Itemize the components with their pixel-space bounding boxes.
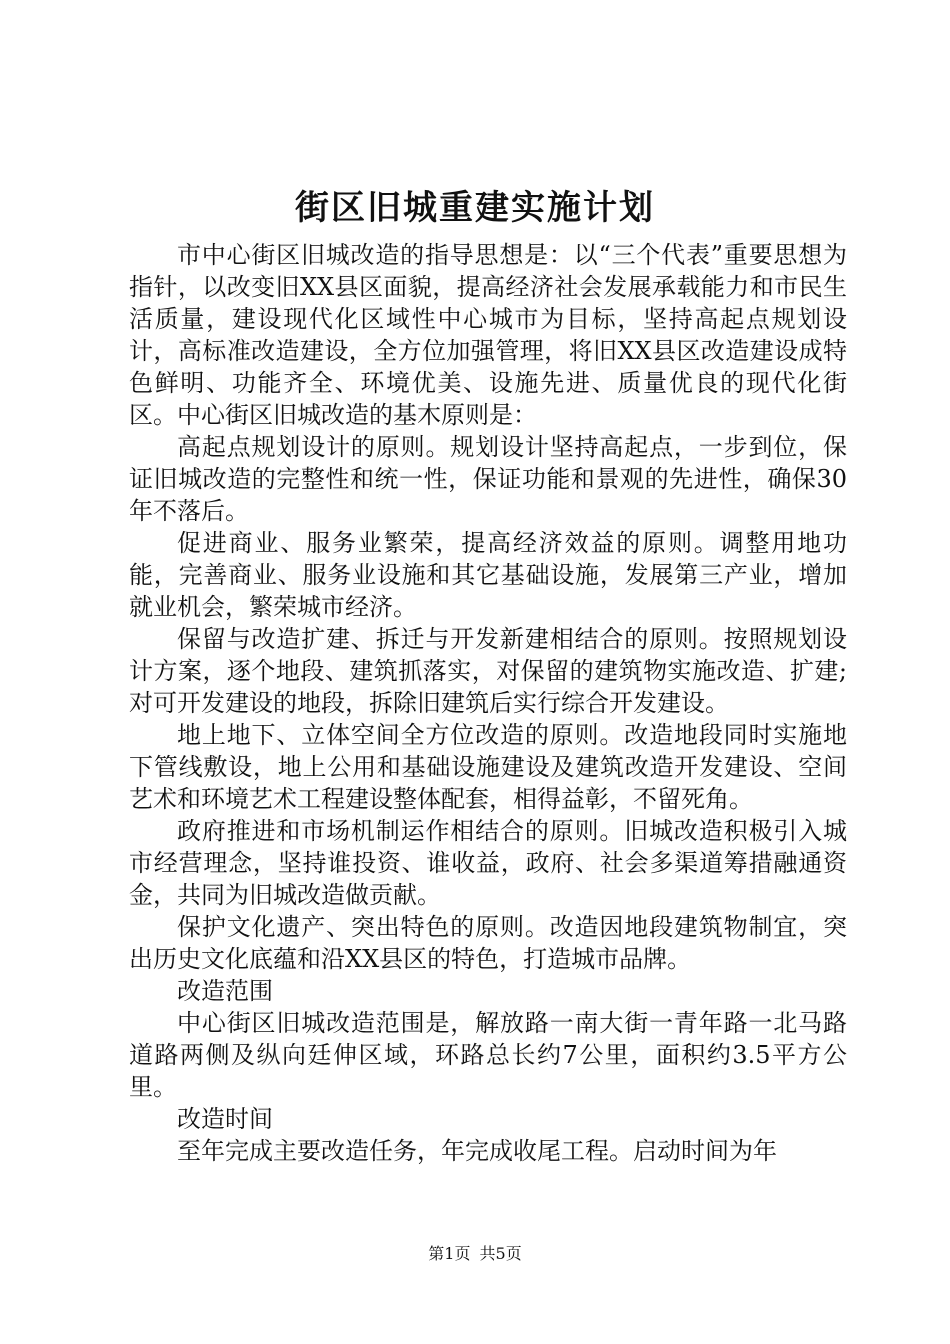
paragraph-spatial-principle: 地上地下、立体空间全方位改造的原则。改造地段同时实施地下管线敷设，地上公用和基础设施建设及建筑改造开发建设、空间艺术和环境艺术工程建设整体配套，相得益彰，不留死角。 (129, 721, 847, 813)
page-total: 共5页 (479, 1244, 522, 1263)
paragraph-schedule: 至年完成主要改造任务，年完成收尾工程。启动时间为年 (177, 1137, 777, 1165)
section-heading-schedule: 改造时间 (177, 1105, 273, 1133)
paragraph-commerce-principle: 促进商业、服务业繁荣，提高经济效益的原则。调整用地功能，完善商业、服务业设施和其它基础设施，发展第三产业，增加就业机会，繁荣城市经济。 (129, 529, 847, 621)
page-footer (0, 1243, 950, 1265)
paragraph-heritage-principle: 保护文化遗产、突出特色的原则。改造因地段建筑物制宜，突出历史文化底蕴和沿XX县区的特色，打造城市品牌。 (129, 913, 847, 973)
page-number: 第1页 (428, 1244, 471, 1263)
paragraph-guiding-ideology: 市中心街区旧城改造的指导思想是：以“三个代表”重要思想为指针，以改变旧XX县区面貌，提高经济社会发展承载能力和市民生活质量，建设现代化区域性中心城市为目标，坚持高起点规划设计，高标准改造建设，全方位加强管理，将旧XX县区改造建设成特色鲜明、功能齐全、环境优美、设施先进、质量优良的现代化街区。中心街区旧城改造的基木原则是： (129, 241, 847, 429)
document-title: 街区旧城重建实施计划 (295, 188, 655, 228)
document-body (129, 239, 847, 1167)
paragraph-preservation-principle: 保留与改造扩建、拆迁与开发新建相结合的原则。按照规划设计方案，逐个地段、建筑抓落实，对保留的建筑物实施改造、扩建;对可开发建设的地段，拆除旧建筑后实行综合开发建设。 (129, 625, 847, 717)
paragraph-planning-principle: 高起点规划设计的原则。规划设计坚持高起点，一步到位，保证旧城改造的完整性和统一性，保证功能和景观的先进性，确保30年不落后。 (129, 433, 847, 525)
paragraph-market-principle: 政府推进和市场机制运作相结合的原则。旧城改造积极引入城市经营理念，坚持谁投资、谁收益，政府、社会多渠道筹措融通资金，共同为旧城改造做贡献。 (129, 817, 847, 909)
paragraph-scope: 中心街区旧城改造范围是，解放路一南大街一青年路一北马路道路两侧及纵向廷伸区域，环路总长约7公里，面积约3.5平方公里。 (129, 1009, 847, 1101)
section-heading-scope: 改造范围 (177, 977, 273, 1005)
